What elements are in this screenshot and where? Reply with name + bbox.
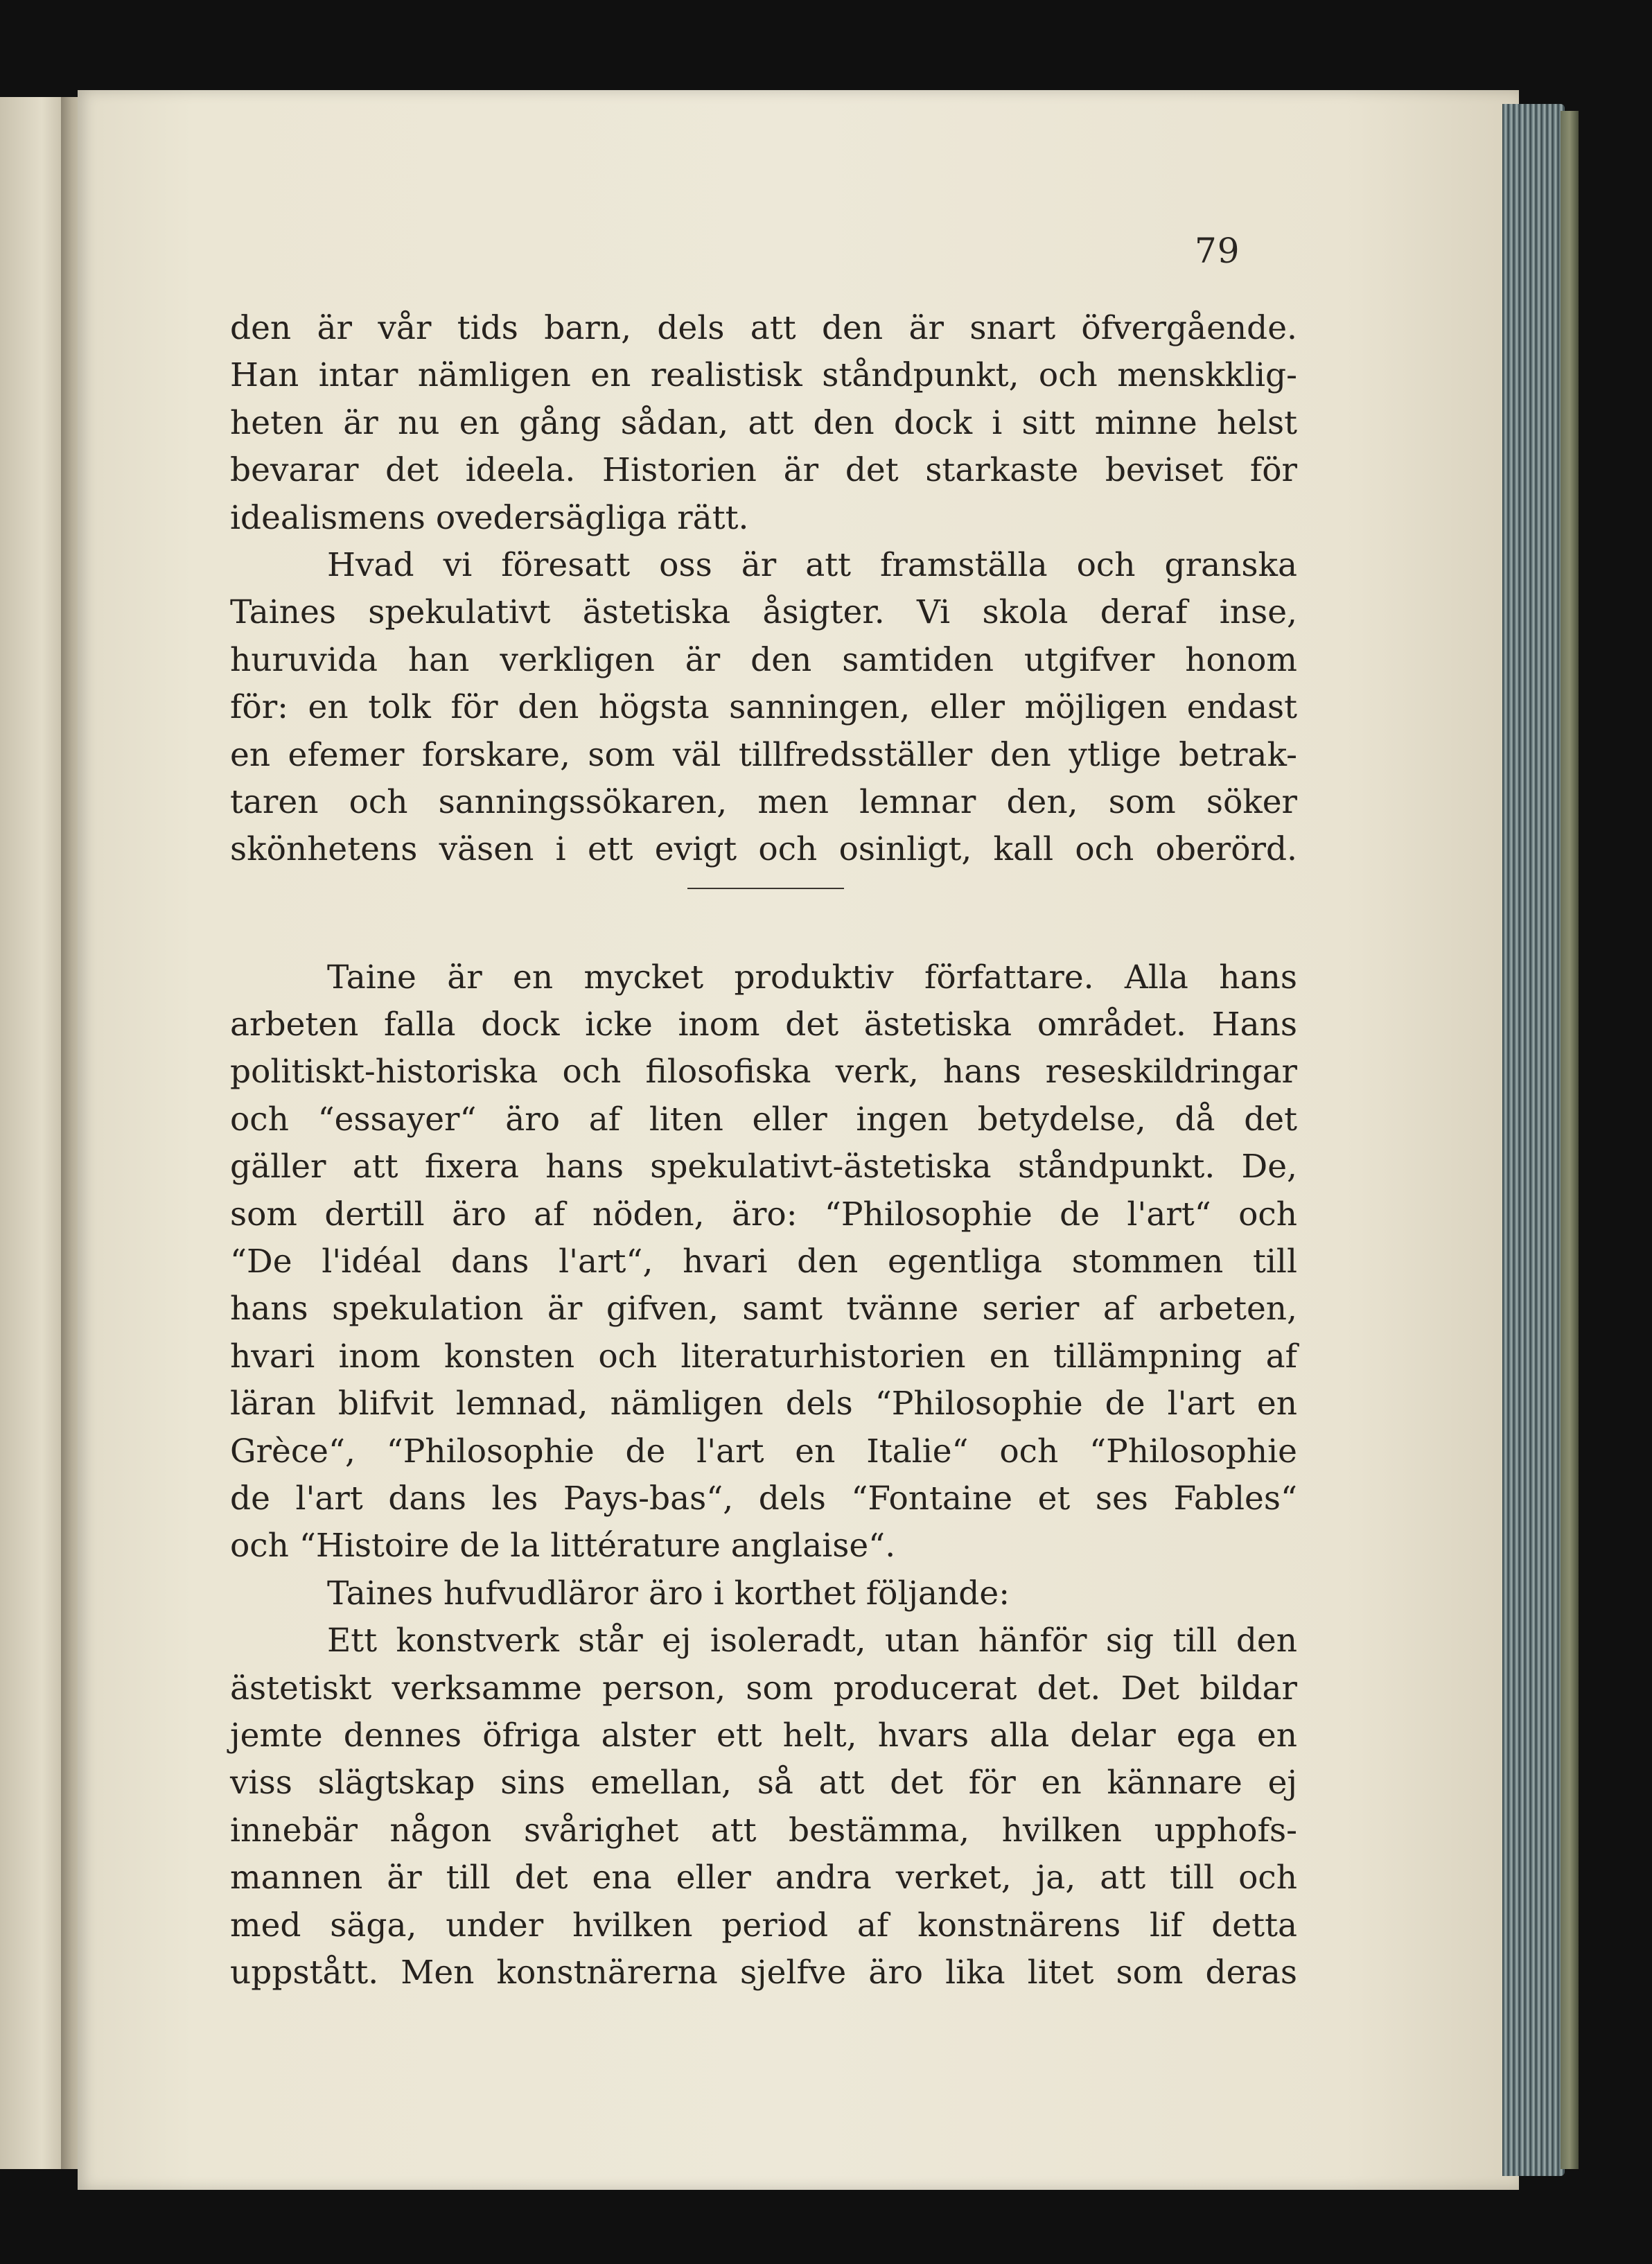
text-line: gäller att fixera hans spekulativt-ästetiska ståndpunkt. De,	[230, 1148, 1297, 1186]
page-number: 79	[1195, 231, 1240, 271]
text-line: och “Histoire de la littérature anglaise“.	[230, 1527, 896, 1565]
text-line: taren och sanningssökaren, men lemnar den, som söker	[230, 782, 1297, 821]
cover-edge	[1561, 111, 1579, 2169]
text-line: ästetiskt verksamme person, som producerat det. Det bildar	[230, 1669, 1297, 1708]
text-line: Hvad vi föresatt oss är att framställa och granska	[327, 545, 1297, 584]
text-line: de l'art dans les Pays-bas“, dels “Fontaine et ses Fables“	[230, 1479, 1297, 1518]
text-line: en efemer forskare, som väl tillfredsställer den ytlige betrak-	[230, 735, 1297, 774]
divider-rule	[687, 888, 844, 889]
text-line: huruvida han verkligen är den samtiden utgifver honom	[230, 640, 1297, 679]
text-line: heten är nu en gång sådan, att den dock i sitt minne helst	[230, 403, 1297, 442]
text-line: Grèce“, “Philosophie de l'art en Italie“ och “Philosophie	[230, 1432, 1297, 1471]
text-line: den är vår tids barn, dels att den är snart öfvergående.	[230, 309, 1297, 347]
text-line: skönhetens väsen i ett evigt och osinligt, kall och oberörd.	[230, 830, 1297, 869]
text-line: hans spekulation är gifven, samt tvänne serier af arbeten,	[230, 1290, 1297, 1328]
text-line: med säga, under hvilken period af konstnärens lif detta	[230, 1906, 1297, 1945]
page-edge-stack	[1502, 104, 1565, 2176]
text-line: läran blifvit lemnad, nämligen dels “Philosophie de l'art en	[230, 1385, 1297, 1423]
text-line: Taines hufvudläror äro i korthet följande:	[327, 1574, 1010, 1613]
text-line: för: en tolk för den högsta sanningen, eller möjligen endast	[230, 688, 1297, 727]
text-line: Taine är en mycket produktiv författare. Alla hans	[327, 958, 1297, 997]
text-line: politiskt-historiska och filosofiska verk, hans reseskildringar	[230, 1053, 1297, 1091]
text-line: hvari inom konsten och literaturhistorien en tillämpning af	[230, 1337, 1297, 1376]
body-text	[230, 305, 1297, 1997]
text-line: viss slägtskap sins emellan, så att det för en kännare ej	[230, 1764, 1297, 1802]
text-line: Han intar nämligen en realistisk ståndpunkt, och menskklig-	[230, 356, 1297, 395]
text-line: jemte dennes öfriga alster ett helt, hvars alla delar ega en	[230, 1716, 1297, 1755]
paragraphs-before-rule	[230, 305, 1297, 874]
text-line: Taines spekulativt ästetiska åsigter. Vi skola deraf inse,	[230, 593, 1297, 632]
text-line: bevarar det ideela. Historien är det starkaste beviset för	[230, 451, 1297, 490]
text-line: arbeten falla dock icke inom det ästetiska området. Hans	[230, 1006, 1297, 1044]
text-line: “De l'idéal dans l'art“, hvari den egentliga stommen till	[230, 1243, 1297, 1281]
text-line: och “essayer“ äro af liten eller ingen betydelse, då det	[230, 1100, 1297, 1139]
text-line: innebär någon svårighet att bestämma, hvilken upphofs-	[230, 1811, 1297, 1850]
text-line: mannen är till det ena eller andra verket, ja, att till och	[230, 1859, 1297, 1897]
text-line: uppstått. Men konstnärerna sjelfve äro lika litet som deras	[230, 1953, 1297, 1992]
section-divider	[230, 874, 1297, 954]
text-line: Ett konstverk står ej isoleradt, utan hänför sig till den	[327, 1622, 1297, 1660]
text-line: idealismens ovedersägliga rätt.	[230, 498, 749, 537]
text-line: som dertill äro af nöden, äro: “Philosophie de l'art“ och	[230, 1195, 1297, 1234]
paragraphs-after-rule	[230, 954, 1297, 1997]
